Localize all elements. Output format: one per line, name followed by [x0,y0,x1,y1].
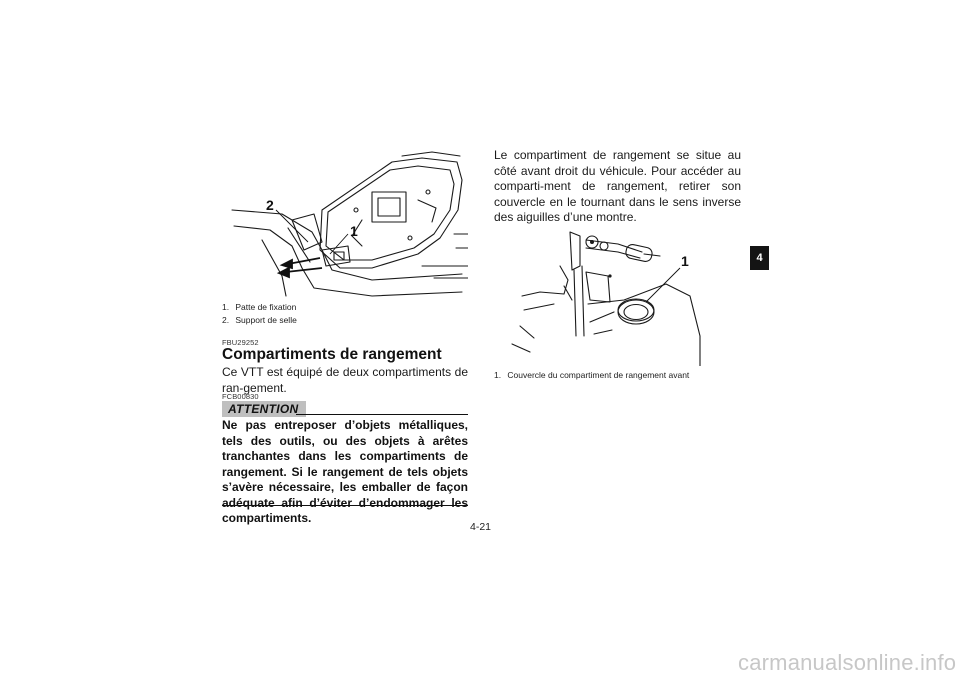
section-code: FBU29252 [222,338,259,347]
caption-item: 1. Patte de fixation [222,302,297,312]
caution-bottom-rule [222,505,468,506]
caution-top-rule [296,414,468,415]
seat-illustration [222,150,468,298]
section-intro: Ce VTT est équipé de deux compartiments de ran-gement. [222,365,468,395]
storage-cover-drawing [494,226,704,366]
callout-1: 1 [350,223,358,239]
left-figure-captions [222,301,468,327]
right-figure-captions [494,369,741,382]
caution-text: Ne pas entreposer d’objets métalliques, tels des outils, ou des objets à arêtes tranchantes dans les compartiments de rangement. Si le rangement de tels objets s’avère nécessaire, les emballer de façon adéquate afin d’éviter d’endommager les compartiments. [222,418,468,525]
caution-code: FCB00830 [222,392,259,401]
caption-item: 1. Couvercle du compartiment de rangement avant [494,370,690,380]
storage-location-paragraph: Le compartiment de rangement se situe au côté avant droit du véhicule. Pour accéder au comparti-ment de rangement, retirer son couvercle en le tournant dans le sens inverse des aiguilles d’une montre. [494,148,741,224]
seat-drawing [222,150,468,298]
page-number: 4-21 [470,521,492,533]
caption-item: 2. Support de selle [222,315,297,325]
storage-cover-illustration [494,226,704,366]
caution-header [222,400,468,418]
section-title: Compartiments de rangement [222,346,442,363]
callout-2: 2 [266,197,274,213]
chapter-tab: 4 [750,246,769,270]
attention-label: ATTENTION [222,401,306,417]
callout-1: 1 [681,253,689,269]
watermark: carmanualsonline.info [738,650,957,675]
